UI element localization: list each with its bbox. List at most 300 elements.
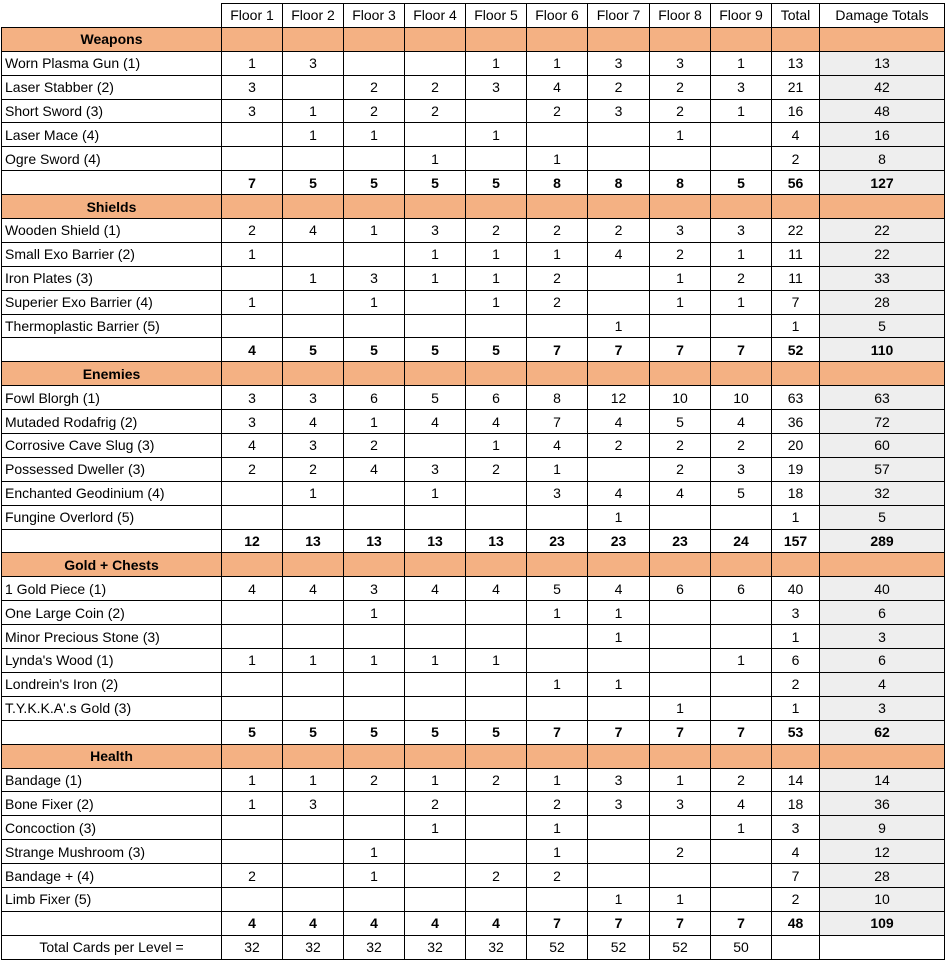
floor-count-cell[interactable]: [283, 314, 344, 338]
floor-count-cell[interactable]: [650, 625, 711, 649]
floor-count-cell[interactable]: 5: [405, 386, 466, 410]
floor-count-cell[interactable]: [222, 314, 283, 338]
category-fill-cell[interactable]: [588, 27, 650, 51]
category-fill-cell[interactable]: [711, 27, 772, 51]
category-fill-cell[interactable]: [588, 744, 650, 768]
floor-count-cell[interactable]: 1: [588, 625, 650, 649]
floor-count-cell[interactable]: [405, 672, 466, 696]
item-name-cell[interactable]: Iron Plates (3): [2, 266, 222, 290]
floor-count-cell[interactable]: 1: [344, 290, 405, 314]
floor-count-cell[interactable]: 2: [344, 99, 405, 123]
item-name-cell[interactable]: Wooden Shield (1): [2, 219, 222, 243]
section-total-cell[interactable]: 62: [820, 720, 945, 744]
category-fill-cell[interactable]: [405, 362, 466, 386]
floor-count-cell[interactable]: [283, 816, 344, 840]
floor-count-cell[interactable]: 2: [466, 457, 527, 481]
section-total-cell[interactable]: 5: [405, 338, 466, 362]
floor-count-cell[interactable]: 2: [650, 99, 711, 123]
section-total-cell[interactable]: 23: [527, 529, 588, 553]
floor-count-cell[interactable]: [527, 887, 588, 911]
item-name-cell[interactable]: Mutaded Rodafrig (2): [2, 410, 222, 434]
floor-count-cell[interactable]: [405, 51, 466, 75]
floor-count-cell[interactable]: 3: [222, 99, 283, 123]
section-total-cell[interactable]: 7: [527, 338, 588, 362]
floor-count-cell[interactable]: 3: [650, 792, 711, 816]
floor-count-cell[interactable]: 1: [405, 147, 466, 171]
section-total-cell[interactable]: 7: [527, 911, 588, 935]
floor-count-cell[interactable]: [588, 864, 650, 888]
floor-count-cell[interactable]: [222, 147, 283, 171]
floor-count-cell[interactable]: 1: [222, 768, 283, 792]
category-fill-cell[interactable]: [772, 744, 820, 768]
category-fill-cell[interactable]: [527, 553, 588, 577]
section-total-cell[interactable]: 4: [344, 911, 405, 935]
floor-count-cell[interactable]: 10: [711, 386, 772, 410]
cards-per-level-cell[interactable]: 32: [222, 935, 283, 959]
floor-count-cell[interactable]: [650, 314, 711, 338]
item-name-cell[interactable]: Corrosive Cave Slug (3): [2, 434, 222, 458]
total-cell[interactable]: 6: [772, 649, 820, 673]
floor-count-cell[interactable]: 2: [283, 457, 344, 481]
floor-count-cell[interactable]: [344, 147, 405, 171]
damage-total-cell[interactable]: 5: [820, 505, 945, 529]
item-name-cell[interactable]: Lynda's Wood (1): [2, 649, 222, 673]
corner-cell[interactable]: [2, 4, 222, 28]
category-fill-cell[interactable]: [711, 362, 772, 386]
item-name-cell[interactable]: Short Sword (3): [2, 99, 222, 123]
floor-count-cell[interactable]: [711, 887, 772, 911]
section-total-cell[interactable]: 109: [820, 911, 945, 935]
floor-count-cell[interactable]: 4: [588, 481, 650, 505]
floor-count-cell[interactable]: 3: [344, 577, 405, 601]
total-cell[interactable]: 1: [772, 505, 820, 529]
category-fill-cell[interactable]: [283, 27, 344, 51]
floor-count-cell[interactable]: [650, 601, 711, 625]
section-total-cell[interactable]: 7: [650, 338, 711, 362]
item-name-cell[interactable]: Superier Exo Barrier (4): [2, 290, 222, 314]
section-total-cell[interactable]: 5: [466, 720, 527, 744]
section-total-cell[interactable]: 5: [344, 171, 405, 195]
section-total-cell[interactable]: 4: [222, 911, 283, 935]
floor-count-cell[interactable]: [344, 696, 405, 720]
section-total-label-cell[interactable]: [2, 529, 222, 553]
floor-count-cell[interactable]: [466, 840, 527, 864]
damage-total-cell[interactable]: 72: [820, 410, 945, 434]
floor-count-cell[interactable]: 1: [283, 768, 344, 792]
total-cell[interactable]: 14: [772, 768, 820, 792]
floor-count-cell[interactable]: 2: [588, 75, 650, 99]
item-name-cell[interactable]: Possessed Dweller (3): [2, 457, 222, 481]
section-total-cell[interactable]: 12: [222, 529, 283, 553]
floor-count-cell[interactable]: [527, 314, 588, 338]
floor-count-cell[interactable]: 1: [588, 601, 650, 625]
floor-count-cell[interactable]: 1: [711, 290, 772, 314]
floor-count-cell[interactable]: 2: [222, 864, 283, 888]
floor-count-cell[interactable]: 3: [588, 792, 650, 816]
floor-count-cell[interactable]: [711, 672, 772, 696]
floor-count-cell[interactable]: 1: [344, 864, 405, 888]
floor-count-cell[interactable]: [222, 266, 283, 290]
column-header[interactable]: Floor 6: [527, 4, 588, 28]
floor-count-cell[interactable]: 3: [650, 219, 711, 243]
item-name-cell[interactable]: 1 Gold Piece (1): [2, 577, 222, 601]
damage-total-cell[interactable]: 22: [820, 242, 945, 266]
floor-count-cell[interactable]: [222, 505, 283, 529]
cards-per-level-cell[interactable]: 32: [283, 935, 344, 959]
section-total-label-cell[interactable]: [2, 171, 222, 195]
floor-count-cell[interactable]: [711, 696, 772, 720]
category-title[interactable]: Weapons: [2, 27, 222, 51]
category-fill-cell[interactable]: [820, 362, 945, 386]
damage-total-cell[interactable]: 63: [820, 386, 945, 410]
total-cell[interactable]: 7: [772, 864, 820, 888]
section-total-cell[interactable]: 7: [711, 338, 772, 362]
column-header[interactable]: Floor 5: [466, 4, 527, 28]
section-total-cell[interactable]: 5: [711, 171, 772, 195]
cards-per-level-cell[interactable]: 50: [711, 935, 772, 959]
floor-count-cell[interactable]: 1: [405, 481, 466, 505]
floor-count-cell[interactable]: [222, 840, 283, 864]
floor-count-cell[interactable]: 1: [405, 816, 466, 840]
floor-count-cell[interactable]: 1: [650, 290, 711, 314]
floor-count-cell[interactable]: [466, 601, 527, 625]
floor-count-cell[interactable]: 4: [222, 434, 283, 458]
section-total-cell[interactable]: 8: [650, 171, 711, 195]
total-cell[interactable]: 20: [772, 434, 820, 458]
total-cell[interactable]: 4: [772, 123, 820, 147]
total-cell[interactable]: 3: [772, 816, 820, 840]
item-name-cell[interactable]: Laser Mace (4): [2, 123, 222, 147]
floor-count-cell[interactable]: 1: [344, 123, 405, 147]
floor-count-cell[interactable]: [711, 840, 772, 864]
floor-count-cell[interactable]: 1: [527, 601, 588, 625]
section-total-cell[interactable]: 48: [772, 911, 820, 935]
category-fill-cell[interactable]: [772, 195, 820, 219]
section-total-cell[interactable]: 24: [711, 529, 772, 553]
category-fill-cell[interactable]: [650, 744, 711, 768]
category-fill-cell[interactable]: [772, 553, 820, 577]
floor-count-cell[interactable]: [405, 696, 466, 720]
damage-total-cell[interactable]: 8: [820, 147, 945, 171]
floor-count-cell[interactable]: 2: [344, 75, 405, 99]
section-total-cell[interactable]: 7: [588, 338, 650, 362]
floor-count-cell[interactable]: 1: [344, 410, 405, 434]
floor-count-cell[interactable]: [222, 481, 283, 505]
floor-count-cell[interactable]: [344, 505, 405, 529]
floor-count-cell[interactable]: 4: [588, 577, 650, 601]
floor-count-cell[interactable]: 2: [527, 99, 588, 123]
floor-count-cell[interactable]: [283, 625, 344, 649]
category-fill-cell[interactable]: [405, 195, 466, 219]
item-name-cell[interactable]: Small Exo Barrier (2): [2, 242, 222, 266]
floor-count-cell[interactable]: 2: [527, 290, 588, 314]
floor-count-cell[interactable]: 4: [650, 481, 711, 505]
floor-count-cell[interactable]: [466, 314, 527, 338]
total-cell[interactable]: 18: [772, 481, 820, 505]
floor-count-cell[interactable]: 4: [588, 410, 650, 434]
total-cell[interactable]: 1: [772, 696, 820, 720]
item-name-cell[interactable]: One Large Coin (2): [2, 601, 222, 625]
floor-count-cell[interactable]: [283, 887, 344, 911]
column-header[interactable]: Floor 3: [344, 4, 405, 28]
floor-count-cell[interactable]: [405, 290, 466, 314]
total-cell[interactable]: 7: [772, 290, 820, 314]
floor-count-cell[interactable]: 2: [405, 99, 466, 123]
floor-count-cell[interactable]: 4: [344, 457, 405, 481]
category-fill-cell[interactable]: [344, 27, 405, 51]
item-name-cell[interactable]: Strange Mushroom (3): [2, 840, 222, 864]
category-fill-cell[interactable]: [283, 195, 344, 219]
item-name-cell[interactable]: Limb Fixer (5): [2, 887, 222, 911]
floor-count-cell[interactable]: 1: [527, 672, 588, 696]
floor-count-cell[interactable]: 1: [650, 123, 711, 147]
item-name-cell[interactable]: Bone Fixer (2): [2, 792, 222, 816]
section-total-cell[interactable]: 7: [222, 171, 283, 195]
section-total-cell[interactable]: 4: [405, 911, 466, 935]
item-name-cell[interactable]: Thermoplastic Barrier (5): [2, 314, 222, 338]
floor-count-cell[interactable]: [283, 242, 344, 266]
category-fill-cell[interactable]: [820, 553, 945, 577]
damage-total-cell[interactable]: 12: [820, 840, 945, 864]
section-total-label-cell[interactable]: [2, 911, 222, 935]
section-total-cell[interactable]: 5: [466, 171, 527, 195]
floor-count-cell[interactable]: 1: [222, 242, 283, 266]
floor-count-cell[interactable]: 4: [283, 577, 344, 601]
damage-total-cell[interactable]: 4: [820, 672, 945, 696]
floor-count-cell[interactable]: 1: [283, 266, 344, 290]
floor-count-cell[interactable]: 1: [527, 51, 588, 75]
floor-count-cell[interactable]: 3: [588, 99, 650, 123]
section-total-cell[interactable]: 8: [527, 171, 588, 195]
damage-total-cell[interactable]: 57: [820, 457, 945, 481]
total-cell[interactable]: 2: [772, 672, 820, 696]
category-fill-cell[interactable]: [527, 195, 588, 219]
category-fill-cell[interactable]: [344, 362, 405, 386]
category-fill-cell[interactable]: [650, 27, 711, 51]
floor-count-cell[interactable]: 1: [222, 792, 283, 816]
floor-count-cell[interactable]: 2: [650, 434, 711, 458]
floor-count-cell[interactable]: 3: [711, 75, 772, 99]
floor-count-cell[interactable]: 3: [527, 481, 588, 505]
floor-count-cell[interactable]: [283, 672, 344, 696]
floor-count-cell[interactable]: 2: [466, 219, 527, 243]
floor-count-cell[interactable]: [650, 649, 711, 673]
floor-count-cell[interactable]: [650, 864, 711, 888]
floor-count-cell[interactable]: [405, 625, 466, 649]
floor-count-cell[interactable]: 4: [405, 577, 466, 601]
floor-count-cell[interactable]: 1: [650, 266, 711, 290]
floor-count-cell[interactable]: 3: [650, 51, 711, 75]
floor-count-cell[interactable]: [405, 840, 466, 864]
category-fill-cell[interactable]: [466, 744, 527, 768]
section-total-cell[interactable]: 157: [772, 529, 820, 553]
floor-count-cell[interactable]: [650, 816, 711, 840]
floor-count-cell[interactable]: 1: [588, 314, 650, 338]
floor-count-cell[interactable]: 2: [711, 266, 772, 290]
floor-count-cell[interactable]: 2: [527, 219, 588, 243]
floor-count-cell[interactable]: 3: [466, 75, 527, 99]
column-header[interactable]: Floor 2: [283, 4, 344, 28]
floor-count-cell[interactable]: [711, 505, 772, 529]
item-name-cell[interactable]: Minor Precious Stone (3): [2, 625, 222, 649]
floor-count-cell[interactable]: [466, 147, 527, 171]
total-cell[interactable]: 11: [772, 266, 820, 290]
floor-count-cell[interactable]: 5: [650, 410, 711, 434]
floor-count-cell[interactable]: 5: [527, 577, 588, 601]
total-cell[interactable]: 40: [772, 577, 820, 601]
category-fill-cell[interactable]: [344, 744, 405, 768]
floor-count-cell[interactable]: [344, 625, 405, 649]
floor-count-cell[interactable]: [711, 625, 772, 649]
section-total-cell[interactable]: 5: [344, 720, 405, 744]
category-fill-cell[interactable]: [527, 362, 588, 386]
floor-count-cell[interactable]: [222, 887, 283, 911]
item-name-cell[interactable]: Fowl Blorgh (1): [2, 386, 222, 410]
cards-per-level-cell[interactable]: [820, 935, 945, 959]
floor-count-cell[interactable]: [283, 75, 344, 99]
floor-count-cell[interactable]: 4: [527, 75, 588, 99]
total-cell[interactable]: 63: [772, 386, 820, 410]
damage-total-cell[interactable]: 40: [820, 577, 945, 601]
floor-count-cell[interactable]: [344, 816, 405, 840]
floor-count-cell[interactable]: [527, 625, 588, 649]
floor-count-cell[interactable]: 1: [650, 768, 711, 792]
damage-total-cell[interactable]: 6: [820, 649, 945, 673]
category-fill-cell[interactable]: [222, 744, 283, 768]
category-fill-cell[interactable]: [344, 195, 405, 219]
section-total-cell[interactable]: 5: [283, 338, 344, 362]
floor-count-cell[interactable]: 6: [466, 386, 527, 410]
item-name-cell[interactable]: Enchanted Geodinium (4): [2, 481, 222, 505]
floor-count-cell[interactable]: 1: [527, 816, 588, 840]
category-fill-cell[interactable]: [405, 553, 466, 577]
floor-count-cell[interactable]: [222, 601, 283, 625]
floor-count-cell[interactable]: [527, 505, 588, 529]
cards-per-level-cell[interactable]: 52: [650, 935, 711, 959]
floor-count-cell[interactable]: 2: [466, 768, 527, 792]
section-total-cell[interactable]: 4: [466, 911, 527, 935]
section-total-cell[interactable]: 4: [283, 911, 344, 935]
section-total-cell[interactable]: 7: [588, 720, 650, 744]
cards-per-level-cell[interactable]: 52: [588, 935, 650, 959]
floor-count-cell[interactable]: [466, 887, 527, 911]
category-fill-cell[interactable]: [588, 195, 650, 219]
floor-count-cell[interactable]: 1: [405, 649, 466, 673]
floor-count-cell[interactable]: 2: [405, 792, 466, 816]
floor-count-cell[interactable]: [222, 123, 283, 147]
category-fill-cell[interactable]: [711, 195, 772, 219]
section-total-cell[interactable]: 4: [222, 338, 283, 362]
floor-count-cell[interactable]: [466, 625, 527, 649]
floor-count-cell[interactable]: [405, 887, 466, 911]
item-name-cell[interactable]: Concoction (3): [2, 816, 222, 840]
floor-count-cell[interactable]: 2: [711, 434, 772, 458]
category-fill-cell[interactable]: [344, 553, 405, 577]
section-total-cell[interactable]: 13: [344, 529, 405, 553]
column-header[interactable]: Floor 1: [222, 4, 283, 28]
floor-count-cell[interactable]: 1: [527, 147, 588, 171]
section-total-cell[interactable]: 13: [283, 529, 344, 553]
total-cell[interactable]: 18: [772, 792, 820, 816]
floor-count-cell[interactable]: 4: [405, 410, 466, 434]
category-fill-cell[interactable]: [772, 27, 820, 51]
column-header[interactable]: Total: [772, 4, 820, 28]
floor-count-cell[interactable]: [283, 147, 344, 171]
floor-count-cell[interactable]: 4: [466, 410, 527, 434]
cards-per-level-cell[interactable]: 32: [405, 935, 466, 959]
floor-count-cell[interactable]: 1: [527, 768, 588, 792]
floor-count-cell[interactable]: [466, 672, 527, 696]
item-name-cell[interactable]: Worn Plasma Gun (1): [2, 51, 222, 75]
floor-count-cell[interactable]: [405, 434, 466, 458]
category-fill-cell[interactable]: [222, 27, 283, 51]
category-fill-cell[interactable]: [405, 744, 466, 768]
floor-count-cell[interactable]: 2: [588, 219, 650, 243]
floor-count-cell[interactable]: 6: [711, 577, 772, 601]
floor-count-cell[interactable]: [344, 51, 405, 75]
floor-count-cell[interactable]: [466, 816, 527, 840]
item-name-cell[interactable]: Londrein's Iron (2): [2, 672, 222, 696]
floor-count-cell[interactable]: 2: [711, 768, 772, 792]
floor-count-cell[interactable]: [527, 696, 588, 720]
floor-count-cell[interactable]: [711, 314, 772, 338]
category-fill-cell[interactable]: [527, 27, 588, 51]
column-header[interactable]: Floor 7: [588, 4, 650, 28]
category-fill-cell[interactable]: [588, 362, 650, 386]
floor-count-cell[interactable]: [466, 696, 527, 720]
damage-total-cell[interactable]: 42: [820, 75, 945, 99]
floor-count-cell[interactable]: 8: [527, 386, 588, 410]
floor-count-cell[interactable]: 3: [283, 51, 344, 75]
damage-total-cell[interactable]: 60: [820, 434, 945, 458]
floor-count-cell[interactable]: 2: [344, 434, 405, 458]
category-fill-cell[interactable]: [711, 744, 772, 768]
floor-count-cell[interactable]: [588, 840, 650, 864]
section-total-cell[interactable]: 5: [283, 720, 344, 744]
floor-count-cell[interactable]: [222, 696, 283, 720]
floor-count-cell[interactable]: 12: [588, 386, 650, 410]
damage-total-cell[interactable]: 28: [820, 290, 945, 314]
floor-count-cell[interactable]: 2: [527, 864, 588, 888]
floor-count-cell[interactable]: 3: [405, 457, 466, 481]
column-header[interactable]: Floor 9: [711, 4, 772, 28]
floor-count-cell[interactable]: 7: [527, 410, 588, 434]
total-cell[interactable]: 11: [772, 242, 820, 266]
floor-count-cell[interactable]: 3: [222, 75, 283, 99]
floor-count-cell[interactable]: 1: [711, 51, 772, 75]
section-total-cell[interactable]: 7: [650, 911, 711, 935]
floor-count-cell[interactable]: 1: [588, 672, 650, 696]
category-fill-cell[interactable]: [466, 553, 527, 577]
floor-count-cell[interactable]: 4: [466, 577, 527, 601]
floor-count-cell[interactable]: 3: [711, 219, 772, 243]
damage-total-cell[interactable]: 36: [820, 792, 945, 816]
floor-count-cell[interactable]: [588, 649, 650, 673]
damage-total-cell[interactable]: 10: [820, 887, 945, 911]
category-fill-cell[interactable]: [588, 553, 650, 577]
floor-count-cell[interactable]: 4: [222, 577, 283, 601]
floor-count-cell[interactable]: [222, 816, 283, 840]
floor-count-cell[interactable]: 1: [466, 242, 527, 266]
floor-count-cell[interactable]: [588, 457, 650, 481]
damage-total-cell[interactable]: 33: [820, 266, 945, 290]
section-total-cell[interactable]: 127: [820, 171, 945, 195]
section-total-cell[interactable]: 5: [283, 171, 344, 195]
floor-count-cell[interactable]: [588, 290, 650, 314]
floor-count-cell[interactable]: 5: [711, 481, 772, 505]
total-cell[interactable]: 21: [772, 75, 820, 99]
total-cell[interactable]: 13: [772, 51, 820, 75]
